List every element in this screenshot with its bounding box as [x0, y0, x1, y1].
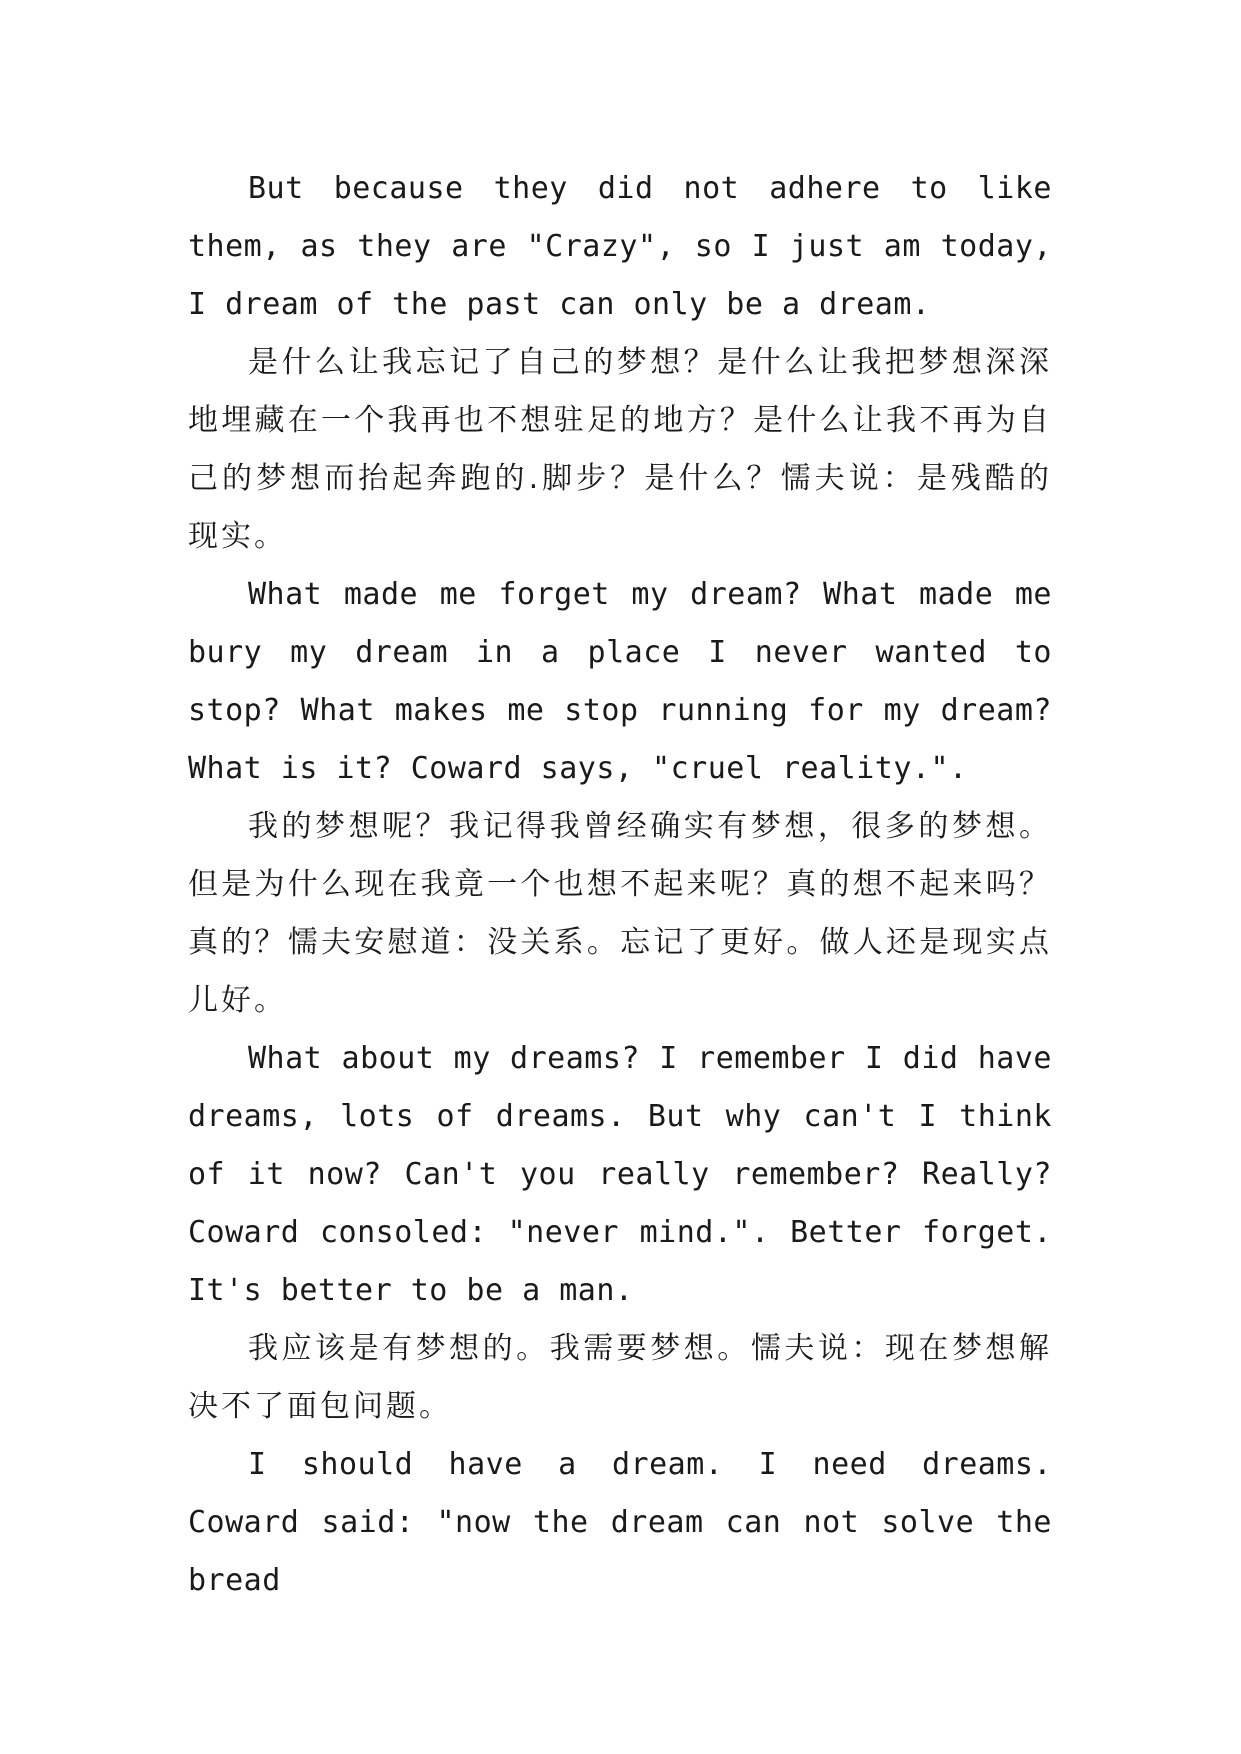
paragraph-en-1: But because they did not adhere to like them, as they are "Crazy", so I just am today, I dream of the past can only be a dream.: [188, 171, 1052, 322]
paragraph-zh-3: 我应该是有梦想的。我需要梦想。懦夫说：现在梦想解决不了面包问题。: [188, 1331, 1052, 1424]
paragraph-zh-2: 我的梦想呢？我记得我曾经确实有梦想，很多的梦想。但是为什么现在我竟一个也想不起来呢？真的想不起来吗？真的？懦夫安慰道：没关系。忘记了更好。做人还是现实点儿好。: [188, 809, 1052, 1018]
paragraph-en-4: I should have a dream. I need dreams. Coward said: "now the dream can not solve the bread: [188, 1447, 1052, 1598]
paragraph-zh-1: 是什么让我忘记了自己的梦想？是什么让我把梦想深深地埋藏在一个我再也不想驻足的地方？是什么让我不再为自己的梦想而抬起奔跑的.脚步？是什么？懦夫说：是残酷的现实。: [188, 345, 1052, 554]
paragraph-en-3: What about my dreams? I remember I did have dreams, lots of dreams. But why can't I think of it now? Can't you really remember? Really? Coward consoled: "never mind.". Better forget. It's better to be a man.: [188, 1041, 1052, 1308]
document-body: [188, 160, 1052, 1610]
paragraph-en-2: What made me forget my dream? What made me bury my dream in a place I never wanted to stop? What makes me stop running for my dream? What is it? Coward says, "cruel reality.".: [188, 577, 1052, 786]
